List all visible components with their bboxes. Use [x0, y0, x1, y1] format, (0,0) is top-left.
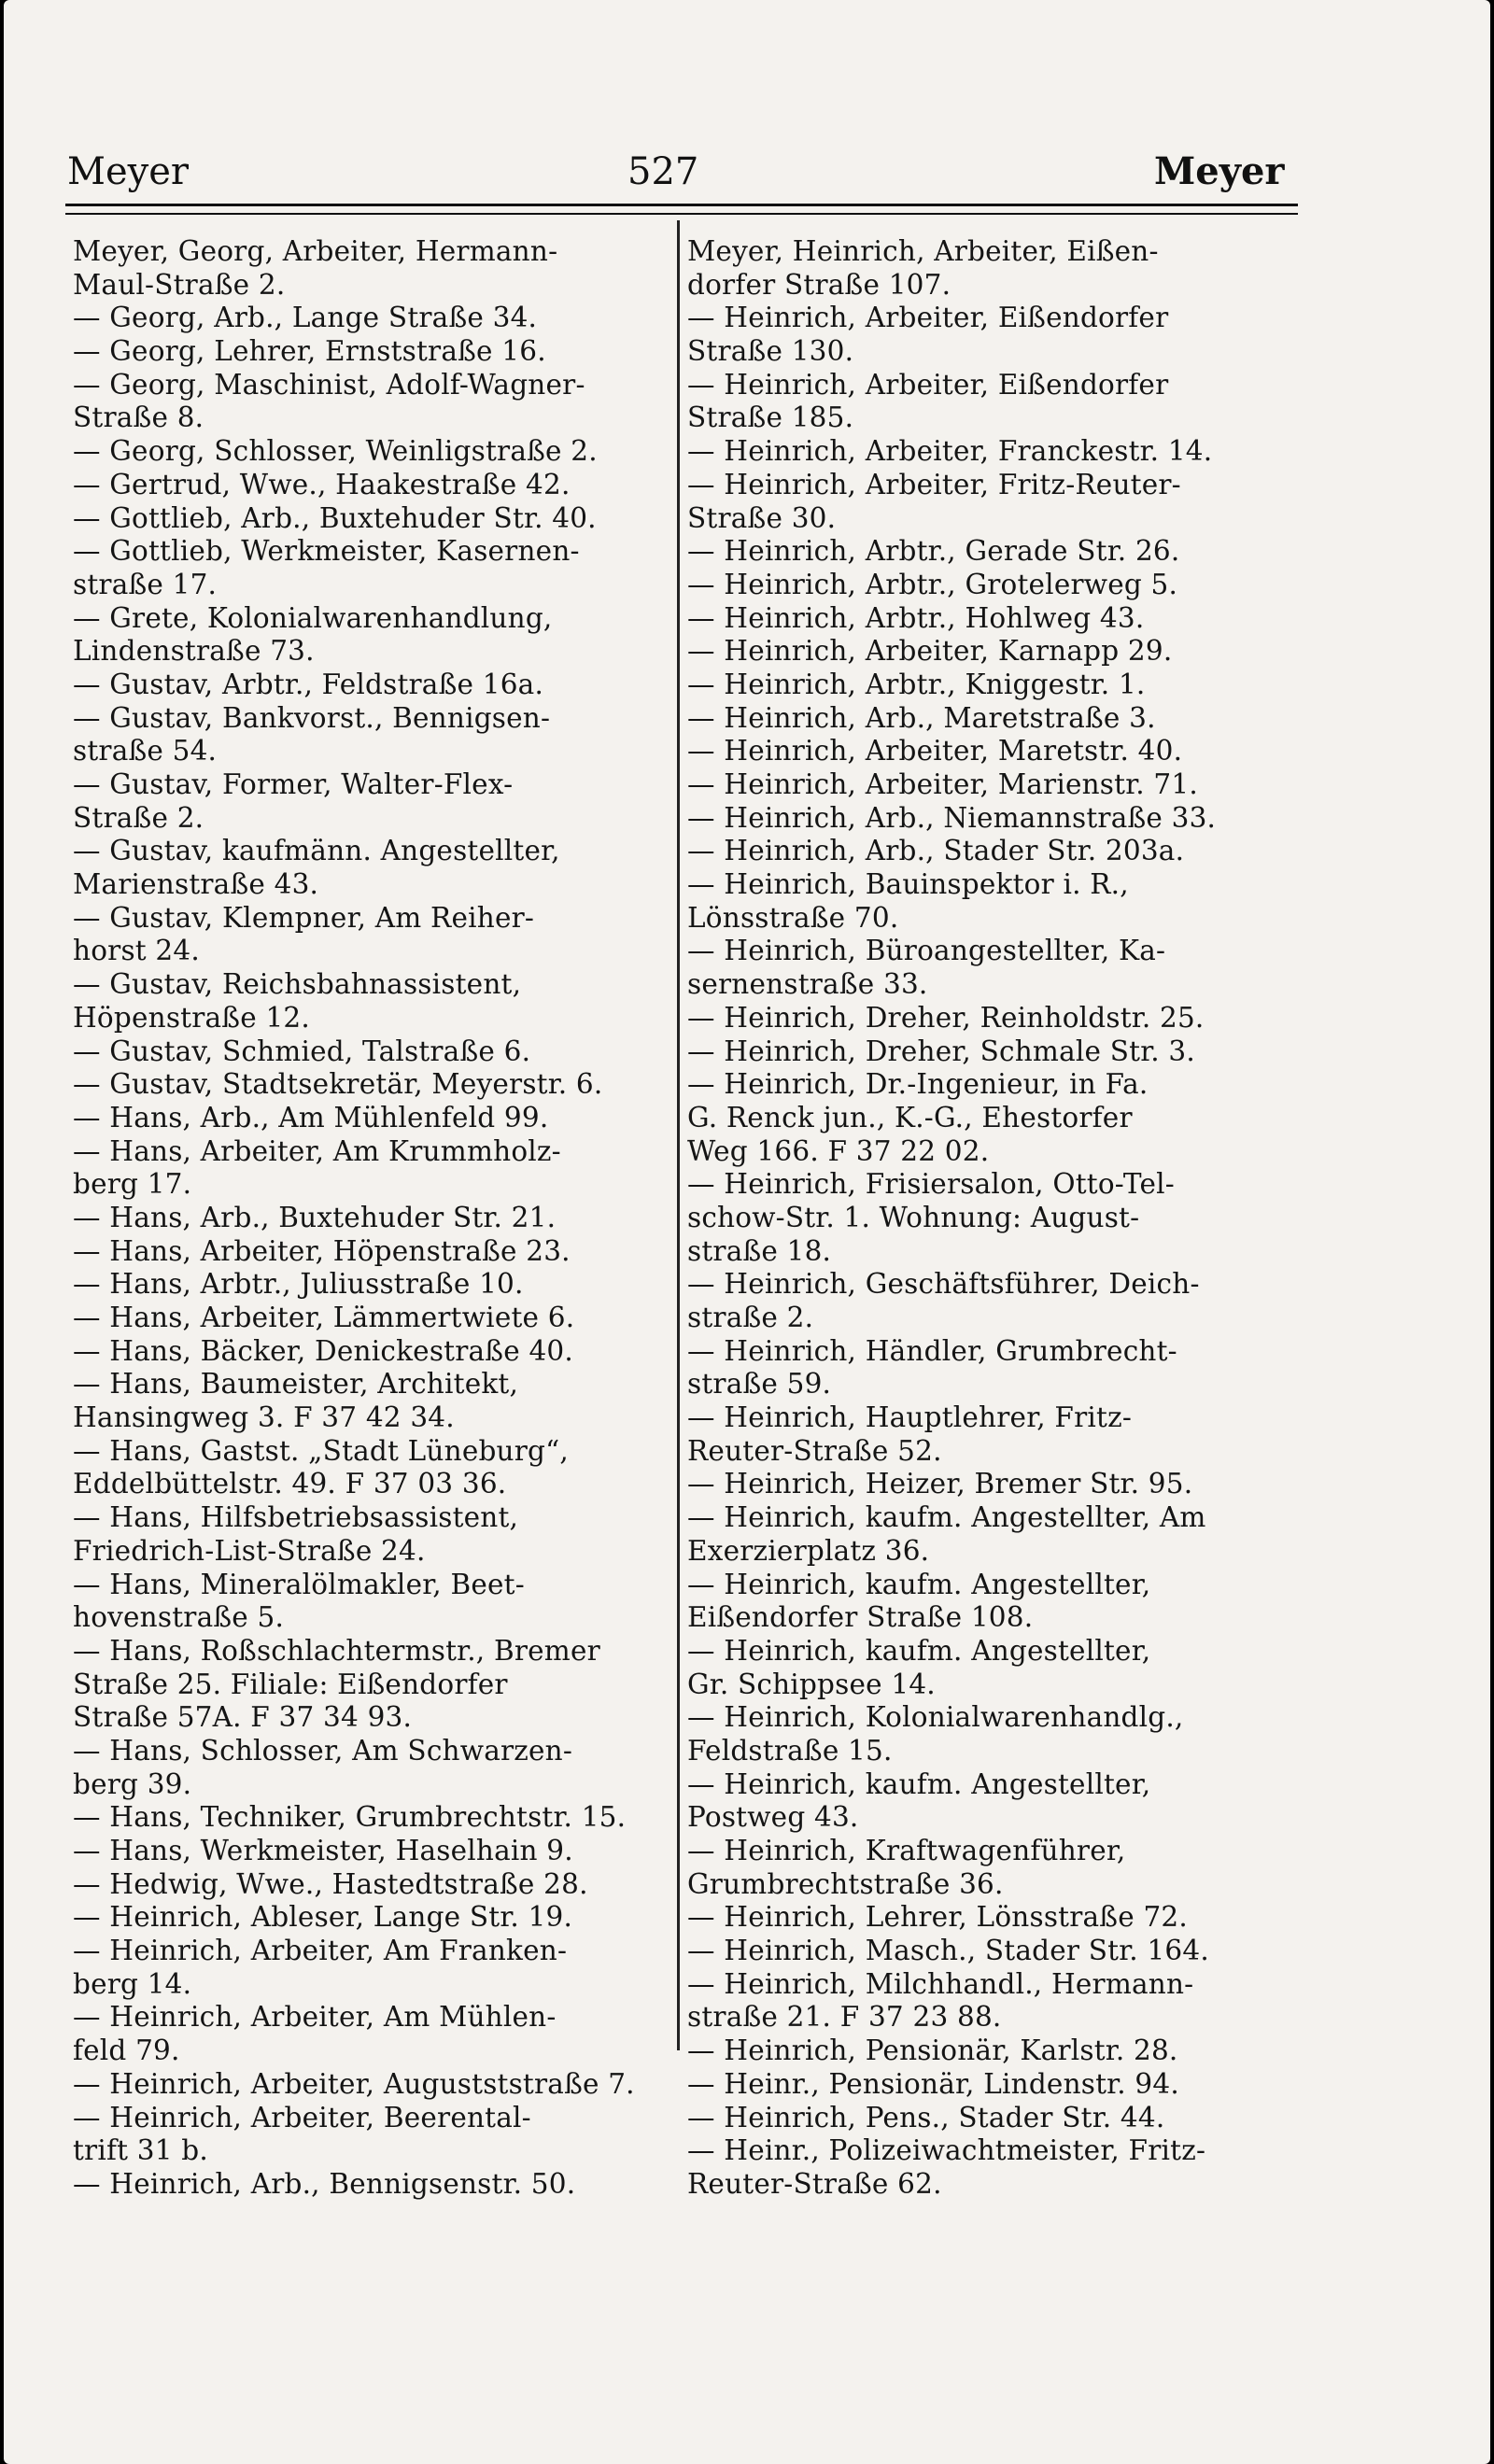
directory-entry-line: — Hans, Arbeiter, Lämmertwiete 6. [73, 1302, 575, 1333]
directory-entry-line: — Heinrich, Arbtr., Gerade Str. 26. [687, 535, 1180, 568]
directory-entry-line: — Hans, Arb., Am Mühlenfeld 99. [73, 1101, 549, 1133]
directory-entry-line: — Gustav, Arbtr., Feldstraße 16a. [73, 668, 544, 700]
directory-entry-line: berg 39. [73, 1767, 192, 1800]
directory-entry-line: — Heinrich, Arbeiter, Maretstr. 40. [687, 735, 1183, 767]
directory-entry-line: — Heinrich, Hauptlehrer, Fritz- [687, 1401, 1132, 1434]
directory-entry-line: Straße 185. [687, 401, 854, 434]
directory-entry-line: — Hans, Mineralölmakler, Beet- [73, 1568, 525, 1600]
directory-entry-line: Hansingweg 3. F 37 42 34. [73, 1401, 455, 1434]
directory-entry-line: — Heinrich, Arb., Niemannstraße 33. [687, 801, 1217, 834]
directory-entry-line: sernenstraße 33. [687, 968, 928, 1001]
directory-entry-line: — Heinrich, Arbeiter, Karnapp 29. [687, 635, 1173, 668]
directory-entry-line: — Heinrich, Masch., Stader Str. 164. [687, 1935, 1209, 1967]
running-head-left: Meyer [67, 150, 190, 193]
directory-entry-line: — Hans, Techniker, Grumbrechtstr. 15. [73, 1801, 627, 1834]
directory-entry-line: straße 59. [687, 1368, 832, 1401]
directory-entry-line: schow-Str. 1. Wohnung: August- [687, 1201, 1140, 1233]
directory-entry-line: — Heinrich, Arbeiter, Eißendorfer [687, 368, 1169, 401]
running-head-right: Meyer [1154, 149, 1285, 193]
directory-entry-line: — Gustav, Former, Walter-Flex- [73, 768, 514, 800]
directory-entry-line: — Heinrich, Kraftwagenführer, [687, 1835, 1126, 1866]
directory-entry-line: Lindenstraße 73. [73, 635, 315, 668]
directory-entry-line: — Heinrich, Arbeiter, Augustststraße 7. [73, 2067, 635, 2100]
directory-entry-line: straße 17. [73, 568, 218, 600]
directory-entry-line: — Heinrich, Arbeiter, Franckestr. 14. [687, 435, 1213, 468]
directory-entry-line: G. Renck jun., K.-G., Ehestorfer [687, 1101, 1133, 1133]
directory-entry-line: — Heinrich, Arbtr., Grotelerweg 5. [687, 568, 1178, 600]
directory-entry-line: — Gottlieb, Arb., Buxtehuder Str. 40. [73, 501, 597, 534]
directory-entry-line: Weg 166. F 37 22 02. [687, 1134, 990, 1167]
directory-entry-line: — Hans, Arbeiter, Am Krummholz- [73, 1134, 561, 1167]
directory-entry-line: Exerzierplatz 36. [687, 1534, 930, 1567]
directory-entry-line: berg 14. [73, 1967, 192, 2000]
directory-entry-line: — Heinrich, Händler, Grumbrecht- [687, 1334, 1177, 1367]
directory-entry-line: Eißendorfer Straße 108. [687, 1601, 1034, 1634]
directory-entry-line: — Heinrich, Pens., Stader Str. 44. [687, 2101, 1165, 2133]
directory-entry-line: — Heinrich, Bauinspektor i. R., [687, 868, 1129, 901]
directory-entry-line: — Heinrich, Geschäftsführer, Deich- [687, 1268, 1200, 1301]
directory-entry-line: — Heinrich, kaufm. Angestellter, Am [687, 1501, 1206, 1534]
left-column [73, 235, 670, 2202]
directory-entry-line: — Heinrich, Arb., Stader Str. 203a. [687, 835, 1185, 867]
directory-entry-line: Straße 8. [73, 401, 204, 434]
directory-entry-line: — Hans, Hilfsbetriebsassistent, [73, 1501, 519, 1534]
directory-entry-line: — Heinrich, Frisiersalon, Otto-Tel- [687, 1168, 1175, 1201]
header-rule [65, 204, 1298, 206]
directory-entry-line: Postweg 43. [687, 1801, 859, 1834]
directory-entry-line: Marienstraße 43. [73, 868, 319, 901]
directory-entry-line: — Heinrich, Lehrer, Lönsstraße 72. [687, 1901, 1188, 1934]
directory-entry-line: — Heinrich, Pensionär, Karlstr. 28. [687, 2035, 1178, 2067]
directory-entry-line: Friedrich-List-Straße 24. [73, 1534, 426, 1567]
directory-entry-line: — Georg, Arb., Lange Straße 34. [73, 302, 538, 334]
directory-entry-line: — Heinrich, Arbeiter, Am Mühlen- [73, 2001, 557, 2034]
directory-entry-line: — Heinrich, Arbeiter, Eißendorfer [687, 302, 1169, 334]
directory-entry-line: — Heinrich, Milchhandl., Hermann- [687, 1967, 1194, 2000]
directory-entry-line: Maul-Straße 2. [73, 268, 286, 301]
directory-entry-line: — Gustav, Stadtsekretär, Meyerstr. 6. [73, 1068, 603, 1101]
directory-entry-line: Straße 30. [687, 501, 837, 534]
directory-entry-line: — Hans, Roßschlachtermstr., Bremer [73, 1634, 600, 1667]
directory-entry-line: — Heinrich, Arbeiter, Am Franken- [73, 1935, 568, 1967]
directory-entry-line: — Georg, Maschinist, Adolf-Wagner- [73, 368, 585, 401]
directory-entry-line: — Heinrich, Ableser, Lange Str. 19. [73, 1901, 573, 1934]
directory-entry-line: — Grete, Kolonialwarenhandlung, [73, 601, 553, 634]
directory-entry-line: trift 31 b. [73, 2134, 208, 2167]
directory-entry-line: — Gustav, Reichsbahnassistent, [73, 968, 522, 1001]
directory-entry-line: straße 18. [687, 1234, 832, 1267]
directory-entry-line: straße 21. F 37 23 88. [687, 2001, 1002, 2034]
directory-entry-line: Straße 2. [73, 801, 204, 834]
directory-entry-line: — Heinrich, Arb., Maretstraße 3. [687, 701, 1156, 734]
directory-entry-line: — Heinrich, Arbeiter, Fritz-Reuter- [687, 468, 1181, 500]
directory-entry-line: — Georg, Lehrer, Ernststraße 16. [73, 335, 546, 368]
directory-entry-line: hovenstraße 5. [73, 1601, 285, 1634]
directory-entry-line: — Hedwig, Wwe., Hastedtstraße 28. [73, 1867, 588, 1900]
directory-entry-line: — Heinrich, kaufm. Angestellter, [687, 1634, 1151, 1667]
right-column [687, 235, 1298, 2202]
directory-entry-line: — Heinrich, kaufm. Angestellter, [687, 1767, 1151, 1800]
directory-entry-line: — Hans, Arbtr., Juliusstraße 10. [73, 1268, 524, 1301]
directory-entry-line: — Hans, Schlosser, Am Schwarzen- [73, 1734, 573, 1767]
directory-entry-line: — Heinrich, Arb., Bennigsenstr. 50. [73, 2167, 576, 2200]
header-rule-secondary [65, 213, 1298, 215]
directory-entry-line: Gr. Schippsee 14. [687, 1668, 936, 1700]
directory-entry-line: — Heinr., Pensionär, Lindenstr. 94. [687, 2067, 1179, 2100]
directory-entry-line: — Gustav, kaufmänn. Angestellter, [73, 835, 560, 867]
directory-entry-line: — Hans, Bäcker, Denickestraße 40. [73, 1334, 573, 1367]
directory-entry-line: Eddelbüttelstr. 49. F 37 03 36. [73, 1468, 507, 1500]
directory-entry-line: straße 2. [687, 1302, 814, 1333]
directory-entry-line: — Heinrich, Arbtr., Kniggestr. 1. [687, 668, 1146, 700]
directory-entry-line: Meyer, Georg, Arbeiter, Hermann- [73, 235, 558, 267]
directory-entry-line: Straße 57A. F 37 34 93. [73, 1701, 413, 1734]
directory-page [4, 0, 1490, 2464]
directory-entry-line: Feldstraße 15. [687, 1734, 893, 1767]
column-divider [677, 220, 680, 2050]
directory-entry-line: — Heinrich, Dreher, Reinholdstr. 25. [687, 1001, 1205, 1034]
directory-entry-line: Straße 25. Filiale: Eißendorfer [73, 1668, 508, 1700]
directory-entry-line: — Heinrich, Dr.-Ingenieur, in Fa. [687, 1068, 1149, 1101]
page-number: 527 [627, 150, 699, 193]
directory-entry-line: — Gertrud, Wwe., Haakestraße 42. [73, 468, 571, 500]
directory-entry-line: — Heinrich, kaufm. Angestellter, [687, 1568, 1151, 1600]
directory-entry-line: Lönsstraße 70. [687, 901, 899, 934]
directory-entry-line: — Heinr., Polizeiwachtmeister, Fritz- [687, 2134, 1206, 2167]
directory-entry-line: — Georg, Schlosser, Weinligstraße 2. [73, 435, 598, 468]
directory-entry-line: — Gustav, Klempner, Am Reiher- [73, 901, 535, 934]
directory-entry-line: straße 54. [73, 735, 218, 767]
directory-entry-line: — Heinrich, Büroangestellter, Ka- [687, 935, 1166, 967]
directory-entry-line: horst 24. [73, 935, 200, 967]
directory-entry-line: — Gustav, Schmied, Talstraße 6. [73, 1035, 531, 1067]
directory-entry-line: Meyer, Heinrich, Arbeiter, Eißen- [687, 235, 1159, 267]
directory-entry-line: — Heinrich, Arbeiter, Marienstr. 71. [687, 768, 1198, 800]
directory-entry-line: Reuter-Straße 52. [687, 1434, 942, 1467]
directory-entry-line: feld 79. [73, 2035, 180, 2067]
directory-entry-line: Höpenstraße 12. [73, 1001, 310, 1034]
directory-entry-line: — Heinrich, Kolonialwarenhandlg., [687, 1701, 1184, 1734]
directory-entry-line: berg 17. [73, 1168, 192, 1201]
directory-entry-line: — Hans, Werkmeister, Haselhain 9. [73, 1835, 573, 1866]
directory-entry-line: Straße 130. [687, 335, 854, 368]
directory-entry-line: — Hans, Gastst. „Stadt Lüneburg“, [73, 1434, 570, 1467]
directory-entry-line: Grumbrechtstraße 36. [687, 1867, 1004, 1900]
directory-entry-line: — Heinrich, Heizer, Bremer Str. 95. [687, 1468, 1193, 1500]
directory-entry-line: — Hans, Arb., Buxtehuder Str. 21. [73, 1201, 557, 1233]
directory-entry-line: — Heinrich, Dreher, Schmale Str. 3. [687, 1035, 1195, 1067]
directory-entry-line: — Heinrich, Arbeiter, Beerental- [73, 2101, 531, 2133]
directory-entry-line: — Gustav, Bankvorst., Bennigsen- [73, 701, 551, 734]
directory-entry-line: dorfer Straße 107. [687, 268, 951, 301]
directory-entry-line: — Heinrich, Arbtr., Hohlweg 43. [687, 601, 1145, 634]
directory-entry-line: — Hans, Baumeister, Architekt, [73, 1368, 519, 1401]
directory-entry-line: Reuter-Straße 62. [687, 2167, 942, 2200]
directory-entry-line: — Gottlieb, Werkmeister, Kasernen- [73, 535, 580, 568]
directory-entry-line: — Hans, Arbeiter, Höpenstraße 23. [73, 1234, 571, 1267]
